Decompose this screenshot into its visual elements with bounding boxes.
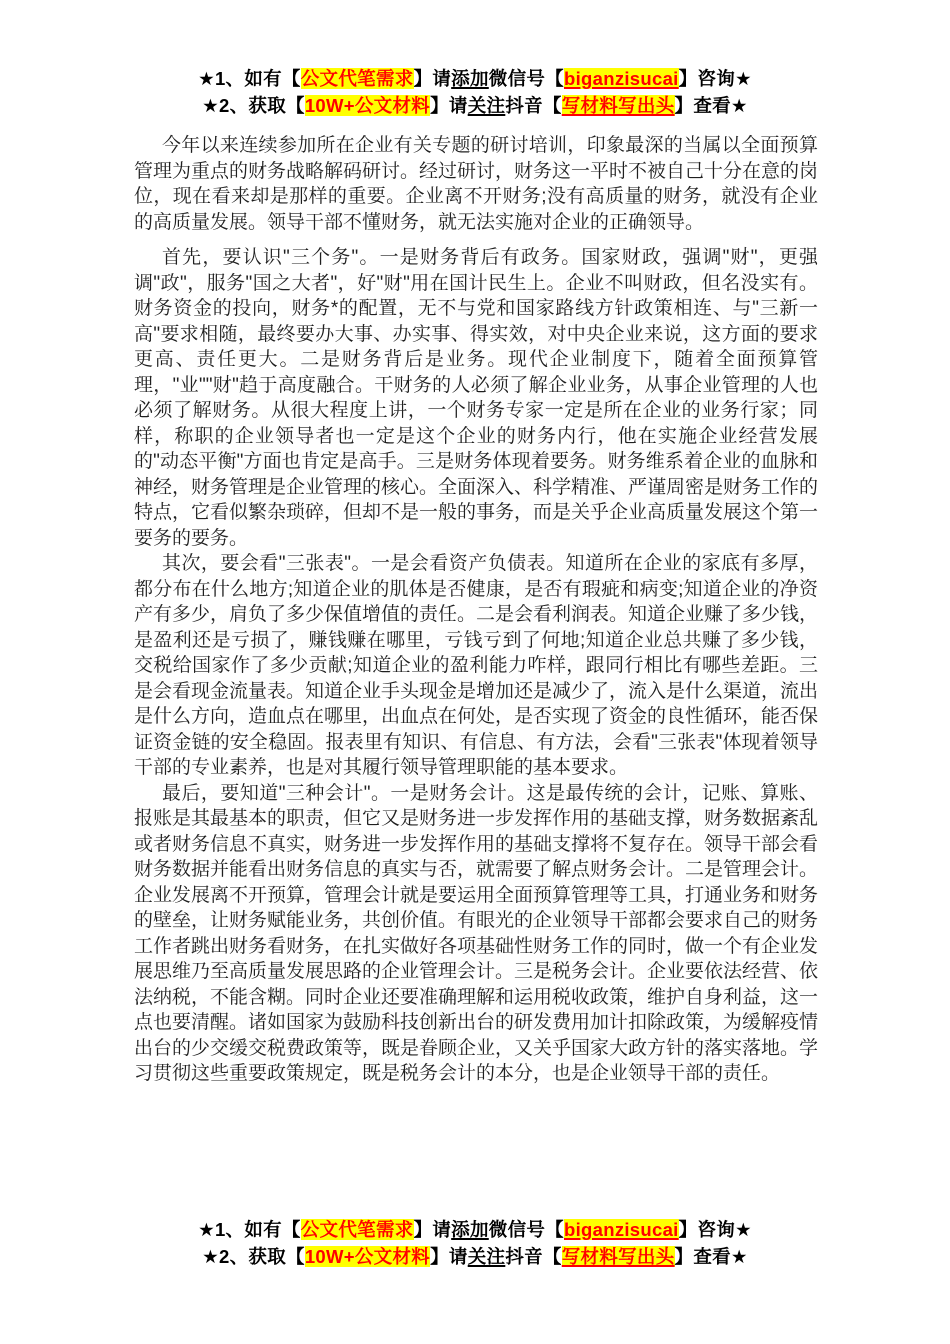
promo1-star-suffix: 】咨询★ [678, 68, 752, 89]
paragraph-1: 今年以来连续参加所在企业有关专题的研讨培训，印象最深的当属以全面预算管理为重点的财务战略解码研讨。经过研讨，财务这一平时不被自己十分在意的岗位，现在看来却是那样的重要。企业离不开财务;没有高质量的财务，就没有企业的高质量发展。领导干部不懂财务，就无法实施对企业的正确领导。 [134, 135, 819, 233]
promo2-douyin-label: 抖音【 [505, 95, 562, 116]
promo1-wechat-label: 微信号【 [488, 68, 564, 89]
promo2-highlight-10w-materials: 10W+公文材料 [304, 1246, 431, 1267]
promo1-highlight-gongwen-daibi: 公文代笔需求 [300, 1219, 414, 1240]
promo-line-2 [0, 1243, 950, 1270]
promo1-star-prefix: ★1、如有【 [198, 68, 301, 89]
promo2-douyin-id: 写材料写出头 [561, 1246, 675, 1267]
promo2-bracket-please: 】请 [430, 95, 468, 116]
promo1-underline-tianjia: 添加 [451, 68, 489, 89]
promo1-bracket-please: 】请 [413, 68, 452, 89]
paragraph-2: 首先，要认识"三个务"。一是财务背后有政务。国家财政，强调"财"，更强调"政"，服务"国之大者"，好"财"用在国计民生上。企业不叫财政，但名没实有。财务资金的投向，财务*的配置，无不与党和国家路线方针政策相连、与"三新一高"要求相随，最终要办大事、办实事、得实效，对中央企业来说，这方面的要求更高、责任更大。二是财务背后是业务。现代企业制度下，随着全面预算管理，"业""财"趋于高度融合。干财务的人必须了解企业业务，从事企业管理的人也必须了解财务。从很大程度上讲，一个财务专家一定是所在企业的业务行家；同样，称职的企业领导者也一定是这个企业的财务内行，他在实施企业经营发展的"动态平衡"方面也肯定是高手。三是财务体现着要务。财务维系着企业的血脉和神经，财务管理是企业管理的核心。全面深入、科学精准、严谨周密是财务工作的特点，它看似繁杂琐碎，但却不是一般的事务，而是关乎企业高质量发展这个第一要务的要务。 [134, 247, 819, 549]
promo-line-2 [0, 92, 950, 119]
promo2-star-suffix: 】查看★ [674, 1246, 748, 1267]
promo2-star-suffix: 】查看★ [674, 95, 748, 116]
promo1-underline-tianjia: 添加 [451, 1219, 489, 1240]
promo2-highlight-10w-materials: 10W+公文材料 [304, 95, 431, 116]
promo2-douyin-id: 写材料写出头 [561, 95, 675, 116]
promo-banner-top [0, 65, 950, 119]
promo2-underline-guanzhu: 关注 [467, 95, 506, 116]
promo-line-1 [0, 65, 950, 92]
promo-banner-bottom [0, 1216, 950, 1270]
promo2-bracket-please: 】请 [430, 1246, 468, 1267]
document-body [134, 133, 818, 1087]
promo2-star-prefix: ★2、获取【 [202, 95, 305, 116]
promo1-star-prefix: ★1、如有【 [198, 1219, 301, 1240]
promo1-wechat-label: 微信号【 [488, 1219, 564, 1240]
promo1-wechat-id: biganzisucai [563, 68, 679, 89]
paragraph-3: 其次，要会看"三张表"。一是会看资产负债表。知道所在企业的家底有多厚，都分布在什么地方;知道企业的肌体是否健康，是否有瑕疵和病变;知道企业的净资产有多少，肩负了多少保值增值的责任。二是会看利润表。知道企业赚了多少钱，是盈利还是亏损了，赚钱赚在哪里，亏钱亏到了何地;知道企业总共赚了多少钱，交税给国家作了多少贡献;知道企业的盈利能力咋样，跟同行相比有哪些差距。三是会看现金流量表。知道企业手头现金是增加还是减少了，流入是什么渠道，流出是什么方向，造血点在哪里，出血点在何处，是否实现了资金的良性循环，能否保证资金链的安全稳固。报表里有知识、有信息、有方法，会看"三张表"体现着领导干部的专业素养，也是对其履行领导管理职能的基本要求。 [134, 553, 819, 778]
promo1-star-suffix: 】咨询★ [678, 1219, 752, 1240]
promo2-douyin-label: 抖音【 [505, 1246, 562, 1267]
promo1-wechat-id: biganzisucai [563, 1219, 679, 1240]
promo1-highlight-gongwen-daibi: 公文代笔需求 [300, 68, 414, 89]
promo2-underline-guanzhu: 关注 [467, 1246, 506, 1267]
promo1-bracket-please: 】请 [413, 1219, 452, 1240]
promo2-star-prefix: ★2、获取【 [202, 1246, 305, 1267]
paragraph-4: 最后，要知道"三种会计"。一是财务会计。这是最传统的会计，记账、算账、报账是其最基本的职责，但它又是财务进一步发挥作用的基础支撑，财务数据紊乱或者财务信息不真实，财务进一步发挥作用的基础支撑将不复存在。领导干部会看财务数据并能看出财务信息的真实与否，就需要了解点财务会计。二是管理会计。企业发展离不开预算，管理会计就是要运用全面预算管理等工具，打通业务和财务的壁垒，让财务赋能业务，共创价值。有眼光的企业领导干部都会要求自己的财务工作者跳出财务看财务，在扎实做好各项基础性财务工作的同时，做一个有企业发展思维乃至高质量发展思路的企业管理会计。三是税务会计。企业要依法经营、依法纳税，不能含糊。同时企业还要准确理解和运用税收政策，维护自身利益，这一点也要清醒。诸如国家为鼓励科技创新出台的研发费用加计扣除政策，为缓解疫情出台的少交缓交税费政策等，既是眷顾企业，又关乎国家大政方针的落实落地。学习贯彻这些重要政策规定，既是税务会计的本分，也是企业领导干部的责任。 [134, 782, 819, 1084]
promo-line-1 [0, 1216, 950, 1243]
